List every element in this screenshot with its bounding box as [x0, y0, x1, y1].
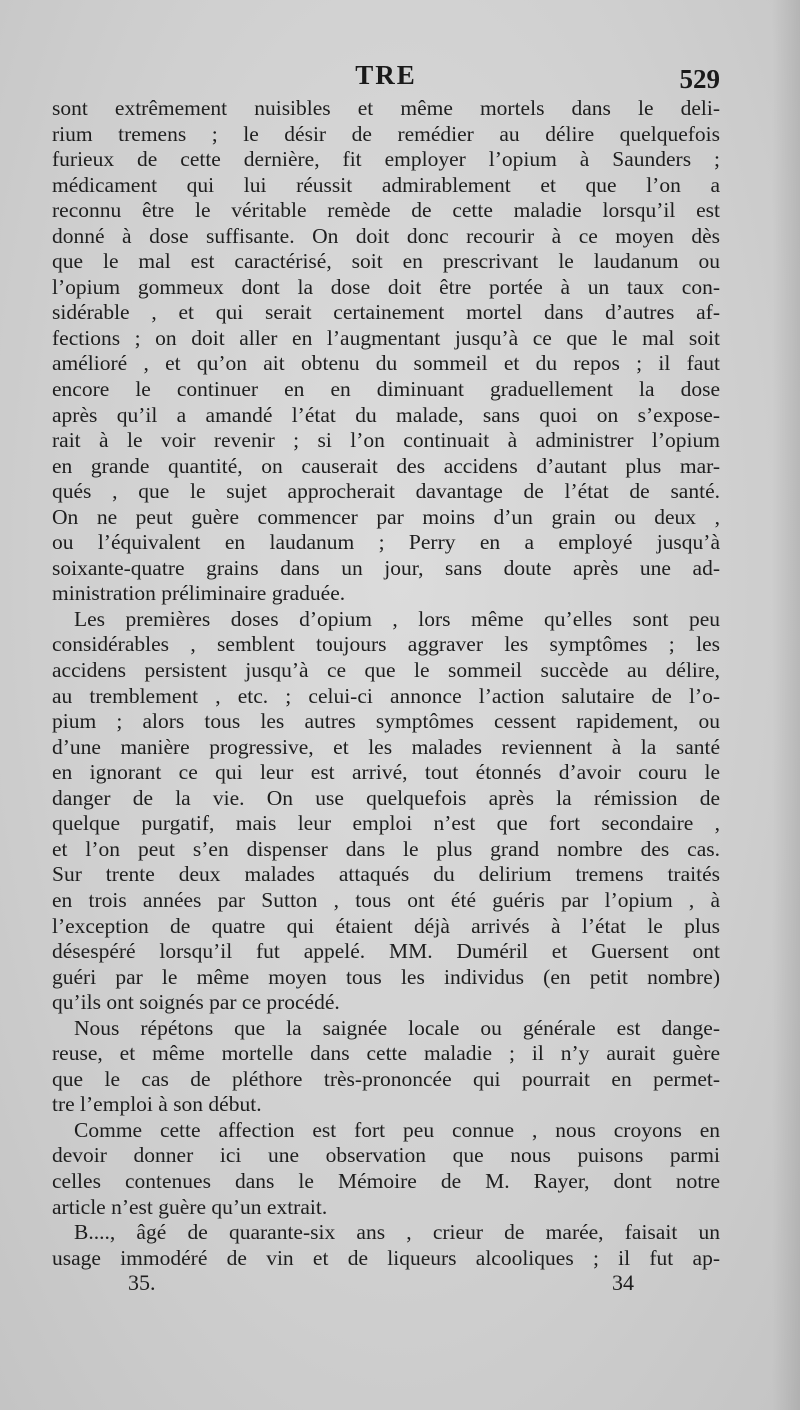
text-line: qués , que le sujet approcherait davantage de l’état de santé. — [52, 479, 720, 504]
text-line: usage immodéré de vin et de liqueurs alcooliques ; il fut ap- — [52, 1245, 720, 1270]
text-line: en ignorant ce qui leur est arrivé, tout étonnés d’avoir couru le — [52, 760, 720, 785]
text-line: que le cas de pléthore très-prononcée qui pourrait en permet- — [52, 1066, 720, 1091]
text-line: encore le continuer en en diminuant graduellement la dose — [52, 377, 720, 402]
running-head — [52, 60, 720, 100]
text-line: pium ; alors tous les autres symptômes cessent rapidement, ou — [52, 709, 720, 734]
text-line: ministration préliminaire graduée. — [52, 581, 346, 606]
text-line: furieux de cette dernière, fit employer l’opium à Saunders ; — [52, 147, 720, 172]
text-line: Les premières doses d’opium , lors même qu’elles sont peu — [74, 606, 720, 631]
signature-line — [52, 1270, 720, 1300]
text-line: reconnu être le véritable remède de cette maladie lorsqu’il est — [52, 198, 720, 223]
text-line: d’une manière progressive, et les malades reviennent à la santé — [52, 734, 720, 759]
text-line: soixante-quatre grains dans un jour, sans doute après une ad- — [52, 555, 720, 580]
page-edge-shadow — [772, 0, 800, 1410]
text-line: fections ; on doit aller en l’augmentant jusqu’à ce que le mal soit — [52, 325, 720, 350]
text-line: au tremblement , etc. ; celui-ci annonce l’action salutaire de l’o- — [52, 683, 720, 708]
text-line: et l’on peut s’en dispenser dans le plus grand nombre des cas. — [52, 836, 720, 861]
text-line: quelque purgatif, mais leur emploi n’est que fort secondaire , — [52, 811, 720, 836]
page-number: 529 — [679, 64, 720, 94]
text-line: l’exception de quatre qui étaient déjà arrivés à l’état le plus — [52, 913, 720, 938]
text-line: Nous répétons que la saignée locale ou générale est dange- — [74, 1015, 720, 1040]
text-line: reuse, et même mortelle dans cette maladie ; il n’y aurait guère — [52, 1041, 720, 1066]
text-line: Sur trente deux malades attaqués du delirium tremens traités — [52, 862, 720, 887]
running-head-word: TRE — [355, 60, 417, 90]
text-line: que le mal est caractérisé, soit en prescrivant le laudanum ou — [52, 249, 720, 274]
text-line: tre l’emploi à son début. — [52, 1092, 262, 1117]
text-line: guéri par le même moyen tous les individus (en petit nombre) — [52, 964, 720, 989]
text-line: en grande quantité, on causerait des accidens d’autant plus mar- — [52, 453, 720, 478]
text-line: en trois années par Sutton , tous ont été guéris par l’opium , à — [52, 887, 720, 912]
text-line: B...., âgé de quarante-six ans , crieur de marée, faisait un — [74, 1220, 720, 1245]
gathering-number: 34 — [612, 1270, 634, 1295]
text-line: donné à dose suffisante. On doit donc recourir à ce moyen dès — [52, 223, 720, 248]
text-line: l’opium gommeux dont la dose doit être portée à un taux con- — [52, 274, 720, 299]
text-line: rait à le voir revenir ; si l’on continuait à administrer l’opium — [52, 428, 720, 453]
text-line: médicament qui lui réussit admirablement et que l’on a — [52, 172, 720, 197]
text-line: Comme cette affection est fort peu connue , nous croyons en — [74, 1117, 720, 1142]
text-line: accidens persistent jusqu’à ce que le sommeil succède au délire, — [52, 658, 720, 683]
text-line: amélioré , et qu’on ait obtenu du sommeil et du repos ; il faut — [52, 351, 720, 376]
body-text — [52, 96, 720, 1271]
text-line: après qu’il a amandé l’état du malade, sans quoi on s’expose- — [52, 402, 720, 427]
signature-mark: 35. — [128, 1270, 156, 1295]
text-line: ou l’équivalent en laudanum ; Perry en a employé jusqu’à — [52, 530, 720, 555]
text-line: qu’ils ont soignés par ce procédé. — [52, 990, 340, 1015]
text-line: considérables , semblent toujours aggraver les symptômes ; les — [52, 632, 720, 657]
text-line: On ne peut guère commencer par moins d’un grain ou deux , — [52, 504, 720, 529]
text-line: sidérable , et qui serait certainement mortel dans d’autres af- — [52, 300, 720, 325]
text-line: désespéré lorsqu’il fut appelé. MM. Duméril et Guersent ont — [52, 939, 720, 964]
text-line: article n’est guère qu’un extrait. — [52, 1194, 328, 1219]
text-line: celles contenues dans le Mémoire de M. Rayer, dont notre — [52, 1168, 720, 1193]
text-line: sont extrêmement nuisibles et même mortels dans le deli- — [52, 96, 720, 120]
text-line: devoir donner ici une observation que nous puisons parmi — [52, 1143, 720, 1168]
text-line: rium tremens ; le désir de remédier au délire quelquefois — [52, 121, 720, 146]
text-line: danger de la vie. On use quelquefois après la rémission de — [52, 785, 720, 810]
